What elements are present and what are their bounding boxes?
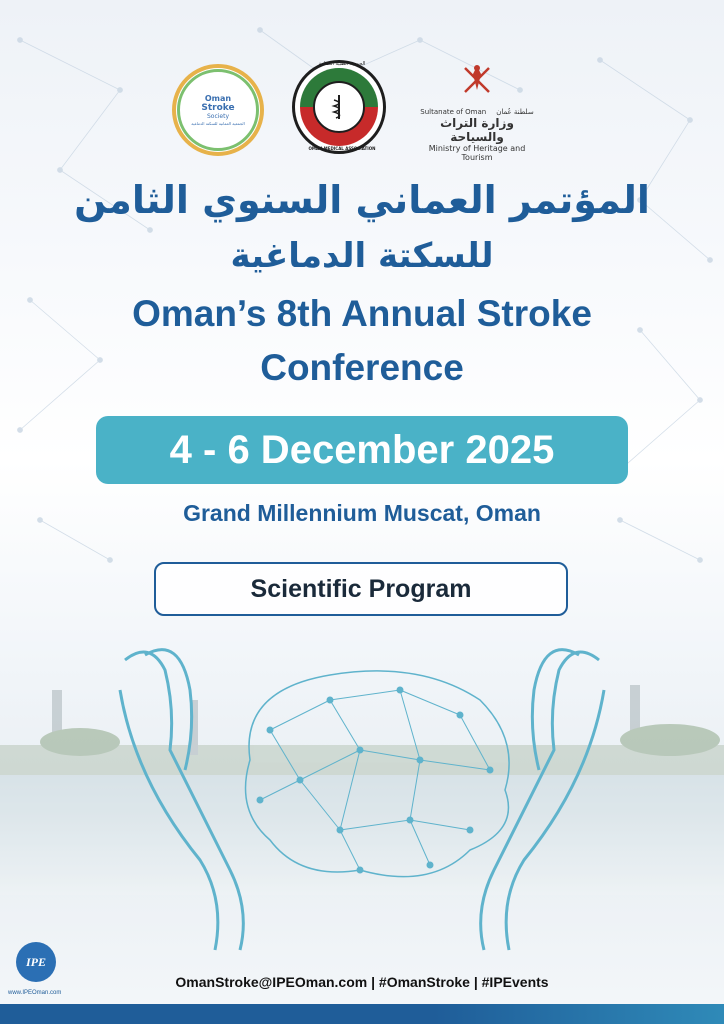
- footer-contact[interactable]: OmanStroke@IPEOman.com | #OmanStroke | #IPEvents: [175, 974, 549, 990]
- staff-of-asclepius-icon: [324, 92, 354, 122]
- ipe-url[interactable]: www.IPEOman.com: [8, 990, 62, 996]
- ministry-country-en: Sultanate of Oman: [420, 108, 487, 116]
- title-arabic-line2: للسكتة الدماغية: [230, 236, 494, 276]
- ministry-logo: [412, 60, 542, 162]
- oman-stroke-society-logo: [172, 64, 264, 156]
- hero-illustration: [0, 630, 724, 960]
- oman-medical-association-logo: [292, 60, 386, 154]
- footer-bar: [0, 1004, 724, 1024]
- title-english-line1: Oman’s 8th Annual Stroke: [132, 293, 592, 334]
- logos-row: [0, 56, 724, 162]
- oma-english: OMAN MEDICAL ASSOCIATION: [308, 146, 376, 151]
- oss-line3: Society: [206, 112, 230, 120]
- skyline: [0, 685, 724, 895]
- oma-arabic: الجمعية الطبية العمانية: [318, 61, 366, 67]
- ministry-arabic: وزارة التراث والسياحة: [440, 116, 514, 144]
- venue-text: Grand Millennium Muscat, Oman: [183, 500, 541, 526]
- ministry-english: Ministry of Heritage and Tourism: [428, 144, 526, 162]
- oss-line1: Oman: [204, 93, 232, 103]
- oss-line2: Stroke: [201, 102, 235, 113]
- scientific-program-label: Scientific Program: [154, 562, 568, 616]
- oss-arabic: الجمعية العمانية للسكتة الدماغية: [191, 120, 245, 126]
- oman-emblem-icon: [457, 60, 497, 100]
- title-english-line2: Conference: [260, 347, 464, 388]
- ministry-country-ar: سلطنة عُمان: [496, 108, 534, 116]
- date-banner: 4 - 6 December 2025: [96, 416, 628, 484]
- ipe-logo: IPE: [16, 942, 56, 982]
- title-arabic-line1: المؤتمر العماني السنوي الثامن: [74, 178, 650, 222]
- oma-core: [313, 81, 365, 133]
